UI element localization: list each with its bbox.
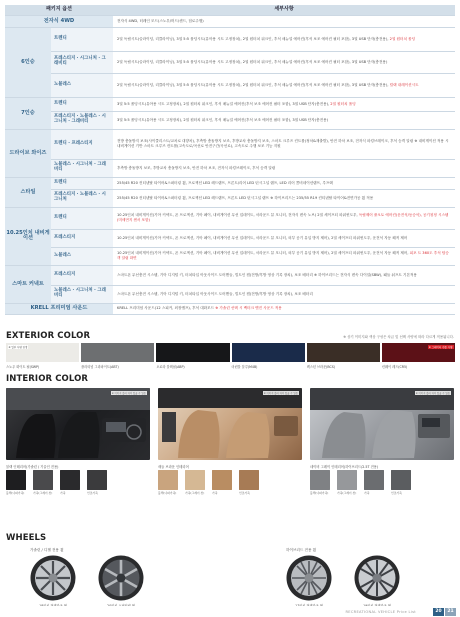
exterior-swatch[interactable] xyxy=(381,343,455,369)
table-row xyxy=(5,303,455,314)
swatch-name: 플라티넘 그라파이트(ABT) xyxy=(81,365,119,369)
trim-name: 노블레스 · 시그니처 · 그래비티 xyxy=(51,285,113,303)
row-content: 후측방 충돌방지 보조, 후방교차 충돌방지 보조, 안전 하차 보조, 전자식 파킹브레이크, 후석 승객 알림 xyxy=(113,159,455,177)
car-seat-illustration xyxy=(310,388,454,460)
trim-name: 프레스티지 · 노블레스 · 시그니처 xyxy=(51,189,113,207)
interior-swatch[interactable] xyxy=(364,470,388,495)
table-row xyxy=(5,247,455,265)
interior-swatch-row xyxy=(310,470,415,495)
swatch-color xyxy=(310,470,330,490)
swatch-color xyxy=(185,470,205,490)
table-row xyxy=(5,229,455,247)
swatch-color xyxy=(239,470,259,490)
row-content: 2열 독립시트(슬라이딩, 리클라이닝), 3열 5:5 폴딩시트(유아용 시트 고정장치), 2열 원터치 워크인, 후석 매뉴얼 에어컨(후석 보조 에어컨 필터 포함), 3열 USB 단자(충전용), 릴랙 내레이션시트 xyxy=(113,73,455,97)
interior-caption: 블랙 인테리어(가솔린 / 기술인 전용) xyxy=(6,465,59,469)
swatch-color xyxy=(391,470,411,490)
photo-tag: ※ 이미지 컬러 차이 있을 수 있음 xyxy=(263,392,298,395)
package-name: 스타일 xyxy=(5,177,51,207)
interior-swatch-row xyxy=(6,470,111,495)
row-content: 255/45 R20 컨티넨탈 타이어&스퍼터링 휠, 프로젝션 LED 헤드램프, 프론트/리어 LED 턴시그널 램프, LED 리어 콤비네이션램프, 루프랙 xyxy=(113,177,455,189)
swatch-badge: ※ 그래비티 전용 사양 xyxy=(428,345,453,349)
package-name: 스마트 커넥트 xyxy=(5,265,51,303)
interior-caption: 네이비 그레이 인테리어(하이브리드/2.5T 전용) xyxy=(310,465,379,469)
interior-swatch[interactable] xyxy=(239,470,263,495)
swatch-color xyxy=(337,470,357,490)
interior-caption: 새들 브라운 인테리어 xyxy=(158,465,189,469)
swatch-color xyxy=(60,470,80,490)
row-content: 2열 독립시트(슬라이딩, 리클라이닝), 3열 5:5 폴딩시트(유아용 시트 고정장치), 2열 원터치 워크인, 후석 매뉴얼 에어컨(후석 보조 에어컨 필터 포함), 3열 USB 단자(충전용) xyxy=(113,51,455,73)
interior-photo-grey xyxy=(310,388,454,460)
table-row xyxy=(5,27,455,51)
page-number-left: 20 xyxy=(433,608,444,616)
swatch-label: 인조가죽 xyxy=(87,491,98,495)
interior-swatch[interactable] xyxy=(185,470,209,495)
interior-swatch[interactable] xyxy=(310,470,334,495)
trim-name: 프레스티지 xyxy=(51,265,113,285)
wheel-20inch-icon[interactable] xyxy=(98,555,144,601)
interior-swatch[interactable] xyxy=(337,470,361,495)
photo-tag: ※ 이미지 컬러 차이 있을 수 있음 xyxy=(111,392,146,395)
wheels-title: WHEELS xyxy=(6,533,47,543)
trim-name: 트렌디 · 프레스티지 xyxy=(51,129,113,159)
swatch-color xyxy=(33,470,53,490)
table-row xyxy=(5,207,455,229)
interior-photo-black xyxy=(6,388,150,460)
swatch-label: 블랙(나파가죽) xyxy=(310,491,329,495)
table-row xyxy=(5,73,455,97)
row-content: 스마트폰 무선충전 시스템, 기아 디지털 키, 터치타입 아웃사이드 도어핸들, 빌트인 캠(전방/후방 영상 기록 장치), 보조 배터리 xyxy=(113,285,455,303)
trim-name: 트렌디 xyxy=(51,207,113,229)
package-name: 10.25인치 내비게이션 xyxy=(5,207,51,265)
package-name: 6인승 xyxy=(5,27,51,97)
table-header-row xyxy=(5,5,455,15)
swatch-color xyxy=(212,470,232,490)
trim-name: 프레스티지 · 노블레스 · 시그니처 · 그래비티 xyxy=(51,111,113,129)
swatch-label: 가죽 xyxy=(212,491,218,495)
swatch-badge: ※ 일부 사양 한정 xyxy=(8,345,28,349)
swatch-name: 마린블 블루(M4B) xyxy=(231,365,258,369)
table-row xyxy=(5,15,455,27)
table-row xyxy=(5,177,455,189)
table-row xyxy=(5,111,455,129)
swatch-color xyxy=(158,470,178,490)
row-content: 10.25인치 내비게이션(기아 커넥트, 폰 프로젝션, 기아 페이, 내비게이션 무선 업데이트, 서라운드 뷰 모니터, 외부 공기 유입 방지 제어), 2열 세이프티 파워윈도우, 운전석 자동 쾌적 제어, 피포 트 360도 후석 탑승객 알림 화면 xyxy=(113,247,455,265)
swatch-label: 가죽(그레이 천) xyxy=(337,491,357,495)
trim-name: 노블레스 xyxy=(51,73,113,97)
interior-photo-brown xyxy=(158,388,302,460)
wheel-19inch-icon[interactable] xyxy=(354,555,400,601)
footer-text: RECREATIONAL VEHICLE Price List xyxy=(345,610,416,614)
interior-swatch[interactable] xyxy=(391,470,415,495)
row-content: KRELL 프리미엄 사운드(12 스피커, 외장앰프), 후석 대화모드 ※ 가솔린 선택 시 백터크 엔진 사운드 적용 xyxy=(113,303,455,314)
wheel-group-label: 가솔린 / 디젤 전용 휠 xyxy=(30,548,64,552)
header-package: 패키지 옵션 xyxy=(5,5,113,15)
exterior-swatch[interactable] xyxy=(231,343,305,369)
swatch-label: 블랙(나파가죽) xyxy=(158,491,177,495)
table-row xyxy=(5,159,455,177)
wheel-17inch-icon[interactable] xyxy=(286,555,332,601)
swatch-label: 가죽 xyxy=(60,491,66,495)
row-content: 스마트폰 무선충전 시스템, 기아 디지털 키, 터치타입 아웃사이드 도어핸들, 빌트인 캠(전방/후방 영상 기록 장치), 보조 배터리 ※ 하이브리드는 전자식 변속 다이얼(SBW), 패들 쉬프트 기본적용 xyxy=(113,265,455,285)
swatch-name: 런웨이 레드(CR5) xyxy=(381,365,408,369)
table-row xyxy=(5,129,455,159)
swatch-label: 인조가죽 xyxy=(239,491,250,495)
row-content: 3열 5:5 폴딩시트(유아용 시트 고정장치), 2열 원터치 워크인, 후석 매뉴얼 에어컨(후석 보조 에어컨 필터 포함), 3열 USB 단자(충전용) xyxy=(113,111,455,129)
swatch-label: 블랙(나파가죽) xyxy=(6,491,25,495)
swatch-label: 인조가죽 xyxy=(391,491,402,495)
exterior-swatch[interactable] xyxy=(81,343,154,369)
interior-swatch[interactable] xyxy=(87,470,111,495)
table-row xyxy=(5,265,455,285)
wheel-group-label: 하이브리드 전용 휠 xyxy=(286,548,317,552)
package-name: 드라이브 와이즈 xyxy=(5,129,51,177)
exterior-note: ※ 상기 이미지와 색상 구성은 차급 및 선택 사양에 따라 다르게 적용됩니다. xyxy=(343,335,454,339)
interior-swatch[interactable] xyxy=(6,470,30,495)
interior-swatch[interactable] xyxy=(158,470,182,495)
trim-name: 트렌디 xyxy=(51,177,113,189)
swatch-label: 가죽(그레이 천) xyxy=(33,491,53,495)
exterior-swatch[interactable] xyxy=(6,343,79,369)
photo-tag: ※ 이미지 컬러 차이 있을 수 있음 xyxy=(415,392,450,395)
trim-name: 프레스티지 xyxy=(51,229,113,247)
table-row xyxy=(5,189,455,207)
trim-name: 트렌디 xyxy=(51,27,113,51)
exterior-swatch-row xyxy=(6,343,455,369)
swatch-color xyxy=(364,470,384,490)
table-row xyxy=(5,51,455,73)
page-number-right: 21 xyxy=(445,608,456,616)
trim-name: 노블레스 xyxy=(51,247,113,265)
interior-swatch[interactable] xyxy=(33,470,57,495)
table-row xyxy=(5,97,455,111)
row-content: 3열 5:5 폴딩시트(유아용 시트 고정장치), 2열 원터치 워크인, 후석 매뉴얼 에어컨(후석 보조 에어컨 필터 포함), 3열 USB 단자(충전용), 2열 원터치 폴딩 xyxy=(113,97,455,111)
row-content: 전자식 4WD, 터레인 모드(스노우/머드/샌드, 험로주행) xyxy=(113,15,455,27)
package-name: 7인승 xyxy=(5,97,51,129)
header-details: 세부사항 xyxy=(113,5,455,15)
package-name: KRELL 프리미엄 사운드 xyxy=(5,303,113,314)
trim-name: 프레스티지 · 시그니처 · 그래비티 xyxy=(51,51,113,73)
options-table xyxy=(5,5,455,315)
trim-name: 노블레스 · 시그니처 · 그래비티 xyxy=(51,159,113,177)
exterior-swatch[interactable] xyxy=(156,343,229,369)
wheel-18inch-icon[interactable] xyxy=(30,555,76,601)
package-name: 전자식 4WD xyxy=(5,15,113,27)
swatch-name: 스노우 화이트 펄(SWP) xyxy=(6,365,40,369)
row-content: 255/45 R20 컨티넨탈 타이어&스퍼터링 휠, 프로젝션 LED 헤드램프, 프론트 LED 턴시그널 램프 ※ 하이브리드는 235/55 R19 컨티넨탈 타이어&전면가공 휠 적용 xyxy=(113,189,455,207)
interior-color-title: INTERIOR COLOR xyxy=(6,374,89,384)
interior-swatch-row xyxy=(158,470,263,495)
swatch-name: 렉스턴 브라운(BCS) xyxy=(306,365,336,369)
exterior-swatch[interactable] xyxy=(306,343,380,369)
car-seat-illustration xyxy=(6,388,150,460)
swatch-label: 가죽(그레이 천) xyxy=(185,491,205,495)
car-seat-illustration xyxy=(158,388,302,460)
swatch-name: 오로라 블랙펄(ABP) xyxy=(156,365,185,369)
page-footer xyxy=(0,606,460,617)
swatch-label: 가죽 xyxy=(364,491,370,495)
interior-swatch[interactable] xyxy=(212,470,236,495)
exterior-color-title: EXTERIOR COLOR xyxy=(6,331,91,341)
table-row xyxy=(5,285,455,303)
trim-name: 트렌디 xyxy=(51,97,113,111)
row-content: 10.25인치 내비게이션(기아 커넥트, 폰 프로젝션, 기아 페이, 내비게이션 무선 업데이트, 서라운드 뷰 모니터, 전자식 변속 노브) 2열 세이프티 파워윈도우, 독립제어 풀오토 에어컨(운전석/동승석), 공기청정 시스템(미세먼지 센서 포함) xyxy=(113,207,455,229)
row-content: 2열 독립시트(슬라이딩, 리클라이닝), 3열 5:5 폴딩시트(유아용 시트 고정장치), 2열 원터치 워크인, 후석 매뉴얼 에어컨(후석 보조 에어컨 필터 포함), 3열 USB 단자(충전용), 2열 원터치 폴딩 xyxy=(113,27,455,51)
swatch-color xyxy=(87,470,107,490)
swatch-color xyxy=(6,470,26,490)
interior-swatch[interactable] xyxy=(60,470,84,495)
row-content: 10.25인치 내비게이션(기아 커넥트, 폰 프로젝션, 기아 페이, 내비게이션 무선 업데이트, 서라운드 뷰 모니터, 외부 공기 유입 방지 제어), 2열 세이프티 파워윈도우, 운전석 자동 쾌적 제어 xyxy=(113,229,455,247)
row-content: 전방 충돌방지 보조(사이클리스트/교차로 대향차), 후측방 충돌방지 보조, 후방교차 충돌방지 보조, 스마트 크루즈 컨트롤(정차&재출발), 안전 하차 보조, 전자식 파킹브레이크, 후석 승객 알림 ※ 내비게이션 적용 시 내비게이션 기반 스마트 크루즈 컨트롤(고속도로/곡선로 안전구간/곡선로), 고속도로 주행 보조 기능 지원 xyxy=(113,129,455,159)
